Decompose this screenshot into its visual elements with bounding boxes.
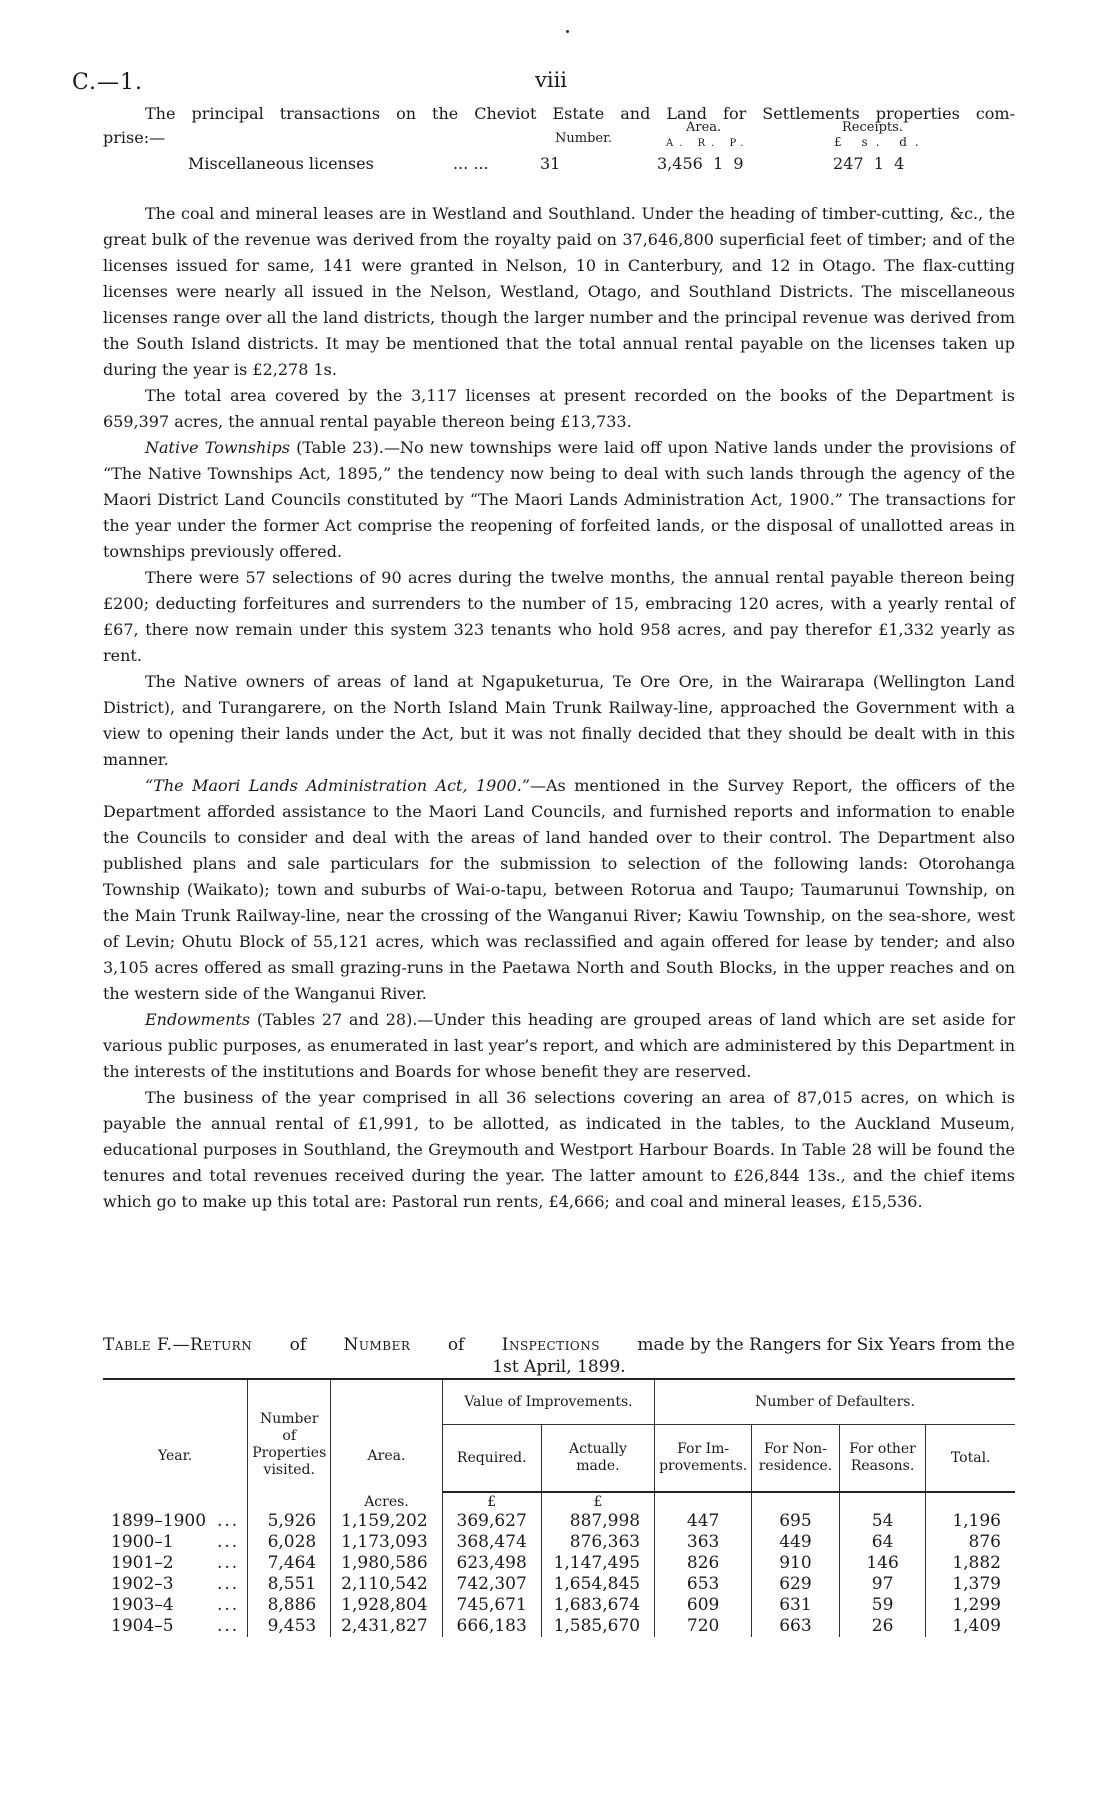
report-reference: C.—1.	[72, 70, 144, 95]
header-defaulters: Number of Defaulters.	[655, 1379, 1015, 1425]
paragraph-business-of-year: The business of the year comprised in all 36 selections covering an area of 87,015 acres, on which is payable the annual rental of £1,991, to be allotted, as indicated in the tables, to the Auckland Museum, educational purposes in Southland, the Greymouth and Westport Harbour Boards. In Table 28 will be found the tenures and total revenues received during the year. The latter amount to £26,844 13s., and the chief items which go to make up this total are: Pastoral run rents, £4,666; and coal and mineral leases, £15,536.	[103, 1088, 1015, 1211]
misc-licenses-number: 31	[540, 154, 561, 173]
header-value-improvements: Value of Improvements.	[442, 1379, 654, 1425]
col-area-units: A. R. P.	[666, 138, 750, 149]
page-mark	[566, 30, 569, 33]
paragraph-selections: There were 57 selections of 90 acres during the twelve months, the annual rental payable thereon being £200; deducting forfeitures and surrenders to the number of 15, embracing 120 acres, with a yearly rental of £67, there now remain under this system 323 tenants who hold 958 acres, and pay therefor £1,332 yearly as rent.	[103, 568, 1015, 665]
header-area: Area.	[331, 1379, 442, 1492]
misc-licenses-label: Miscellaneous licenses	[188, 154, 374, 173]
header-properties: Number of Properties visited.	[248, 1379, 331, 1492]
col-receipts-header: Receipts.	[842, 120, 903, 135]
paragraph-native-townships: Native Townships (Table 23).—No new townships were laid off upon Native lands under the provisions of “The Native Townships Act, 1895,” the tendency now being to deal with such lands through the agency of the Maori District Land Councils constituted by “The Maori Lands Administration Act, 1900.” The transactions for the year under the former Act comprise the reopening of forfeited lands, or the disposal of unallotted areas in townships previously offered.	[103, 438, 1015, 561]
table-row: 1903–4 ... 8,886 1,928,804 745,671 1,683,674 609 631 59 1,299	[103, 1595, 1015, 1616]
table-row: 1900–1 ... 6,028 1,173,093 368,474 876,363 363 449 64 876	[103, 1532, 1015, 1553]
native-townships-heading: Native Townships	[145, 438, 290, 457]
maori-lands-act-heading: “The Maori Lands Administration Act, 1900.”	[145, 776, 530, 795]
transactions-intro-continued: prise:—	[103, 128, 166, 147]
table-row: 1904–5 ... 9,453 2,431,827 666,183 1,585,670 720 663 26 1,409	[103, 1616, 1015, 1637]
table-row: 1899–1900 ... 5,926 1,159,202 369,627 887,998 447 695 54 1,196	[103, 1511, 1015, 1532]
paragraph-licenses-total: The total area covered by the 3,117 licenses at present recorded on the books of the Department is 659,397 acres, the annual rental payable thereon being £13,733.	[103, 386, 1015, 431]
header-for-other: For other Reasons.	[839, 1425, 926, 1493]
unit-pounds-actual: £	[541, 1492, 654, 1511]
paragraph-mineral-leases: The coal and mineral leases are in Westland and Southland. Under the heading of timber-cutting, &c., the great bulk of the revenue was derived from the royalty paid on 37,646,800 superficial feet of timber; and of the licenses issued for same, 141 were granted in Nelson, 10 in Canterbury, and 12 in Otago. The flax-cutting licenses were nearly all issued in the Nelson, Westland, Otago, and Southland Districts. The miscellaneous licenses range over all the land districts, though the larger number and the principal revenue was derived from the South Island districts. It may be mentioned that the total annual rental payable on the licenses taken up during the year is £2,278 1s.	[103, 204, 1015, 379]
transactions-intro: The principal transactions on the Cheviot Estate and Land for Settlements properties com-	[145, 104, 1015, 123]
paragraph-maori-lands-act: “The Maori Lands Administration Act, 1900.”—As mentioned in the Survey Report, the officers of the Department afforded assistance to the Maori Land Councils, and furnished reports and information to enable the Councils to consider and deal with the areas of land handed over to their control. The Department also published plans and sale particulars for the submission to selection of the following lands: Otorohanga Township (Waikato); town and suburbs of Wai-o-tapu, between Rotorua and Taupo; Taumarunui Township, on the Main Trunk Railway-line, near the crossing of the Wanganui River; Kawiu Township, on the sea-shore, west of Levin; Ohutu Block of 55,121 acres, which was reclassified and again offered for lease by tender; and also 3,105 acres offered as small grazing-runs in the Paetawa North and South Blocks, in the upper reaches and on the western side of the Wanganui River.	[103, 776, 1015, 1003]
units-row	[103, 1492, 1015, 1511]
table-f	[103, 1378, 1015, 1637]
header-actually-made: Actually made.	[541, 1425, 654, 1493]
page-number: viii	[535, 68, 568, 92]
unit-pounds-required: £	[442, 1492, 541, 1511]
misc-licenses-receipts: 247 1 4	[833, 154, 905, 173]
misc-licenses-dots: ... ...	[453, 154, 489, 173]
misc-licenses-area: 3,456 1 9	[657, 154, 744, 173]
body-text	[103, 201, 1015, 1215]
header-for-improvements: For Im-provements.	[655, 1425, 752, 1493]
col-number-header: Number.	[555, 131, 613, 146]
paragraph-endowments: Endowments (Tables 27 and 28).—Under this heading are grouped areas of land which are set aside for various public purposes, as enumerated in last year’s report, and which are administered by this Department in the interests of the institutions and Boards for whose benefit they are reserved.	[103, 1010, 1015, 1081]
table-row: 1902–3 ... 8,551 2,110,542 742,307 1,654,845 653 629 97 1,379	[103, 1574, 1015, 1595]
table-f-label: Table F.—Return	[103, 1335, 253, 1355]
col-receipts-units: £ s. d.	[834, 135, 927, 149]
header-year: Year.	[103, 1379, 248, 1492]
paragraph-native-owners: The Native owners of areas of land at Ngapuketurua, Te Ore Ore, in the Wairarapa (Wellington Land District), and Turangarere, on the North Island Main Trunk Railway-line, approached the Government with a view to opening their lands under the Act, but it was not finally decided that they should be dealt with in this manner.	[103, 672, 1015, 769]
endowments-heading: Endowments	[145, 1010, 251, 1029]
col-area-header: Area.	[686, 120, 722, 135]
header-for-nonresidence: For Non-residence.	[752, 1425, 840, 1493]
table-row: 1901–2 ... 7,464 1,980,586 623,498 1,147,495 826 910 146 1,882	[103, 1553, 1015, 1574]
unit-acres: Acres.	[331, 1492, 442, 1511]
header-required: Required.	[442, 1425, 541, 1493]
table-f-caption-date: 1st April, 1899.	[492, 1357, 626, 1377]
header-total: Total.	[926, 1425, 1015, 1493]
table-f-caption: Table F.—Return of Number of Inspections made by the Rangers for Six Years from the 1st April, 1899.	[103, 1335, 1015, 1377]
